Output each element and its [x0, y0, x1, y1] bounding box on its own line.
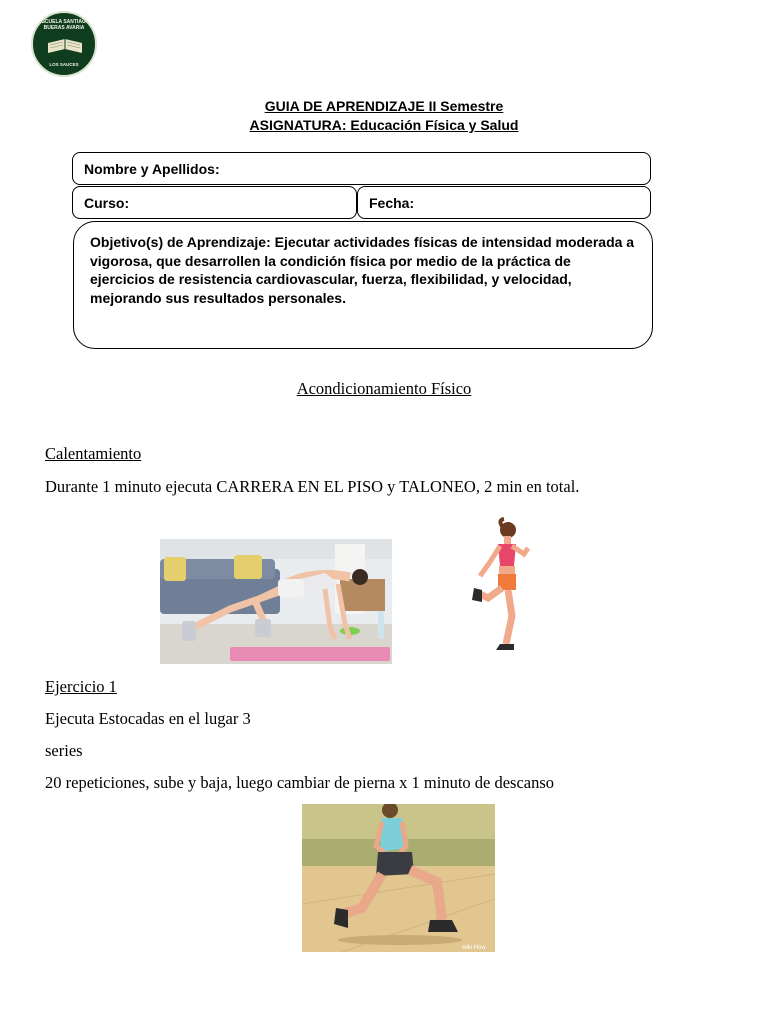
- warmup-text: Durante 1 minuto ejecuta CARRERA EN EL PISO y TALONEO, 2 min en total.: [45, 477, 580, 496]
- date-field[interactable]: [357, 186, 651, 219]
- logo-bottom-text: LOS SAUCES: [49, 62, 79, 67]
- date-label: Fecha:: [369, 195, 415, 211]
- name-label: Nombre y Apellidos:: [84, 161, 220, 177]
- guide-title: GUIA DE APRENDIZAJE II Semestre: [264, 98, 504, 114]
- section-title: Acondicionamiento Físico: [296, 379, 472, 398]
- exercise1-line2: series: [45, 741, 83, 760]
- heel-kick-illustration: [462, 516, 534, 658]
- exercise1-line1: Ejecuta Estocadas en el lugar 3: [45, 709, 251, 728]
- course-field[interactable]: [72, 186, 357, 219]
- watermark: wiki How: [462, 945, 486, 951]
- subject-title: ASIGNATURA: Educación Física y Salud: [249, 117, 519, 133]
- mountain-climber-photo: [160, 539, 392, 664]
- book-icon: [46, 35, 84, 57]
- name-field[interactable]: [72, 152, 651, 185]
- warmup-title: Calentamiento: [45, 444, 142, 463]
- exercise1-title: Ejercicio 1: [45, 677, 117, 696]
- exercise1-line3: 20 repeticiones, sube y baja, luego cambiar de pierna x 1 minuto de descanso: [45, 773, 555, 792]
- school-logo: [31, 11, 97, 77]
- course-label: Curso:: [84, 195, 130, 211]
- lunge-illustration: [302, 804, 495, 952]
- logo-top-text: ESCUELA SANTIAGO BUERAS AVARIA: [38, 19, 90, 31]
- learning-objective: Objetivo(s) de Aprendizaje: Ejecutar actividades físicas de intensidad moderada a vigorosa, que desarrollen la condición física por medio de la práctica de ejercicios de resistencia cardiovascular, fuerza, flexibilidad, y velocidad, mejorando sus resultados personales.: [73, 221, 653, 349]
